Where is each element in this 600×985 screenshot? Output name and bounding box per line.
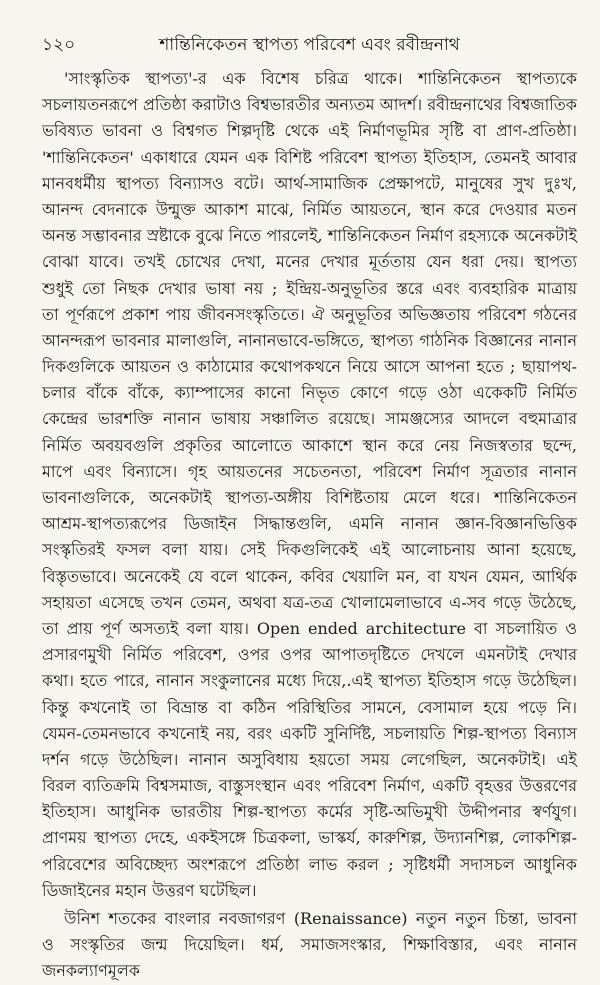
text-line: ভাবনাগুলিকে, অনেকটাই স্থাপত্য-অঙ্গীয় বিশিষ্টতায় মেলে ধরে। শান্তিনিকেতন: [42, 488, 577, 507]
text-line: প্রসারণমুখী নির্মিত পরিবেশ, ওপর ওপর আপাতদৃষ্টিতে দেখলে এমনটাই দেখার: [42, 645, 577, 665]
text-line: মাপে এবং বিন্যাসে। গৃহ আয়তনের সচেতনতা, পরিবেশ নির্মাণ সূত্রতার নানান: [42, 461, 577, 481]
text-line: তা পূর্ণরূপে প্রকাশ পায় জীবনসংস্কৃতিতে। ঐ অনুভূতির অভিজ্ঞতায় পরিবেশ গঠনের: [42, 304, 577, 324]
body-text: [42, 66, 577, 981]
text-line: বিস্তৃতভাবে। অনেকেই যে বলে থাকেন, কবির খেয়ালি মন, বা যখন যেমন, আর্থিক: [42, 566, 577, 586]
text-line: ডিজাইনের মহান উত্তরণ ঘটেছিল।: [42, 880, 257, 900]
text-line: তা প্রায় পূর্ণ অসত্যই বলা যায়। Open ended architecture বা সচলায়িত ও: [42, 618, 577, 638]
text-line: ও সংস্কৃতির জন্ম দিয়েছিল। ধর্ম, সমাজসংস্কার, শিক্ষাবিস্তার, এবং নানান জনকল্যাণমূলক: [42, 935, 577, 981]
page-number: ১২০: [42, 35, 76, 55]
text-line: চলার বাঁকে বাঁকে, ক্যাম্পাসের কানো নিভৃত কোণে গড়ে ওঠা একেকটি নির্মিত: [42, 383, 577, 403]
text-line: সচলায়তনরূপে প্রতিষ্ঠা করাটাও বিশ্বভারতীর অন্যতম আদর্শ। রবীন্দ্রনাথের বিশ্বজাতিক: [42, 95, 577, 115]
text-line: দর্শন গড়ে উঠেছিল। নানান অসুবিধায় হয়তো সময় লেগেছিল, অনেকটাই। এই: [42, 749, 577, 769]
text-line: ইতিহাস। আধুনিক ভারতীয় শিল্প-স্থাপত্য কর্মের সৃষ্টি-অভিমুখী উদ্দীপনার স্বর্ণযুগ।: [42, 802, 577, 822]
page-header: [42, 32, 577, 58]
text-line: দিকগুলিকে আয়তন ও কাঠামোর কথোপকথনে নিয়ে আসে আপনা হতে ; ছায়াপথ-: [42, 357, 577, 377]
text-line: 'শান্তিনিকেতন' একাধারে যেমন এক বিশিষ্ট পরিবেশ স্থাপত্য ইতিহাস, তেমনই আবার: [42, 147, 577, 167]
text-line: ভবিষ্যত ভাবনা ও বিশ্বগত শিল্পদৃষ্টি থেকে এই নির্মাণভূমির সৃষ্টি বা প্রাণ-প্রতিষ্ঠা।: [42, 121, 577, 141]
text-line: যেমন-তেমনভাবে কখনোই নয়, বরং একটি সুনির্দিষ্ট, সচলায়তি শিল্প-স্থাপত্য বিন্যাস: [42, 723, 577, 743]
text-line: আশ্রম-স্থাপত্যরূপের ডিজাইন সিদ্ধান্তগুলি, এমনি নানান জ্ঞান-বিজ্ঞানভিত্তিক: [42, 514, 577, 534]
running-title: শান্তিনিকেতন স্থাপত্য পরিবেশ এবং রবীন্দ্রনাথ: [159, 35, 460, 55]
text-line: 'সাংস্কৃতিক স্থাপত্য'-র এক বিশেষ চরিত্র থাকে। শান্তিনিকেতন স্থাপত্যকে: [64, 69, 577, 88]
paragraph: [42, 906, 577, 981]
text-line: শুধুই তো নিছক দেখার ভাষা নয় ; ইন্দ্রিয়-অনুভূতির স্তরে এবং ব্যবহারিক মাত্রায়: [42, 278, 577, 298]
text-line: কথা। হতে পারে, নানান সংকুলানের মধ্যে দিয়ে,.এই স্থাপত্য ইতিহাস গড়ে উঠেছিল।: [42, 671, 577, 691]
text-line: বোঝা যাবে। তখই চোখের দেখা, মনের দেখার মূর্ততায় যেন ধরা দেয়। স্থাপত্য: [42, 252, 577, 272]
paragraph: [42, 66, 577, 904]
text-line: আনন্দ বেদনাকে উন্মুক্ত আকাশ মাঝে, নির্মিত আয়তনে, স্থান করে দেওয়ার মতন: [42, 199, 577, 219]
text-line: অনন্ত সম্ভাবনার স্রষ্টাকে বুঝে নিতে পারলেই, শান্তিনিকেতন নির্মাণ রহস্যকে অনেকটাই: [42, 226, 577, 246]
text-line: কিন্তু কখনোই তা বিভ্রান্ত বা কঠিন পরিস্থিতির সামনে, বেসামাল হয়ে পড়ে নি।: [42, 697, 577, 717]
text-line: সহায়তা এসেছে তখন তেমন, অথবা যত্র-তত্র খোলামেলাভাবে এ-সব গড়ে উঠেছে,: [42, 592, 577, 612]
text-line: বিরল ব্যতিক্রমি বিশ্বসমাজ, বাস্তুসংস্থান এবং পরিবেশ নির্মাণ, একটি বৃহত্তর উত্তরণের: [42, 776, 577, 796]
text-line: উনিশ শতকের বাংলার নবজাগরণ (Renaissance) নতুন নতুন চিন্তা, ভাবনা: [64, 909, 577, 928]
text-line: নির্মিত অবয়বগুলি প্রকৃতির আলোতে আকাশে স্থান করে নেয় নিজস্বতার ছন্দে,: [42, 435, 577, 455]
text-line: পরিবেশের অবিচ্ছেদ্য অংশরূপে প্রতিষ্ঠা লাভ করল ; সৃষ্টিধর্মী সদাসচল আধুনিক: [42, 854, 577, 874]
text-line: সংস্কৃতিরই ফসল বলা যায়। সেই দিকগুলিকেই এই আলোচনায় আনা হয়েছে,: [42, 540, 577, 560]
text-line: প্রাণময় স্থাপত্য দেহে, একইসঙ্গে চিত্রকলা, ভাস্কর্য, কারুশিল্প, উদ্যানশিল্প, লোকশিল্প-: [42, 828, 577, 848]
text-line: আনন্দরূপ ভাবনার মালাগুলি, নানানভাবে-ভঙ্গিতে, স্থাপত্য গাঠনিক বিজ্ঞানের নানান: [42, 330, 577, 350]
text-line: কেন্দ্রের ভারশক্তি নানান ভাষায় সঞ্চালিত রয়েছে। সামঞ্জস্যের আদলে বহুমাত্রার: [42, 409, 577, 429]
text-line: মানবধর্মীয় স্থাপত্য বিন্যাসও বটে। আর্থ-সামাজিক প্রেক্ষাপটে, মানুষের সুখ দুঃখ,: [42, 173, 577, 193]
